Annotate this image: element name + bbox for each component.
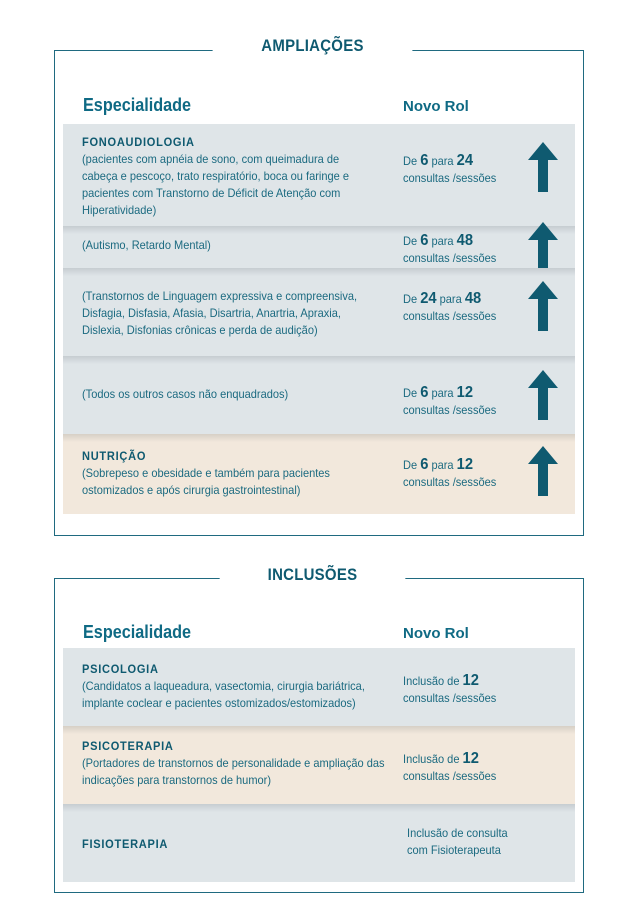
specialty-name: FISIOTERAPIA — [82, 837, 169, 851]
arrow-up-icon — [528, 142, 558, 192]
table-row — [63, 804, 575, 882]
specialty-description: (Transtornos de Linguagem expressiva e compreensiva, Disfagia, Disfasia, Afasia, Disartria, Anartria, Apraxia, Dislexia, Disfonias crônicas e perda de audição) — [82, 289, 358, 337]
table-row — [63, 356, 575, 434]
inclusoes-col-novo-rol: Novo Rol — [403, 625, 469, 642]
table-row — [63, 648, 575, 726]
novo-rol-value: Inclusão de consulta com Fisioterapeuta — [407, 826, 508, 857]
specialty-description: (Portadores de transtornos de personalidade e ampliação das indicações para transtornos de humor) — [82, 756, 385, 787]
table-row — [63, 124, 575, 226]
arrow-up-icon — [528, 446, 558, 496]
ampliacoes-col-novo-rol: Novo Rol — [403, 98, 469, 115]
specialty-description: (Sobrepeso e obesidade e também para pacientes ostomizados e após cirurgia gastrointestinal) — [82, 466, 330, 497]
table-row — [63, 726, 575, 804]
novo-rol-value: De 6 para 48 consultas /sessões — [403, 232, 497, 265]
novo-rol-value: De 6 para 12 consultas /sessões — [403, 456, 497, 489]
specialty-description: (Todos os outros casos não enquadrados) — [82, 387, 289, 401]
arrow-up-icon — [528, 281, 558, 331]
specialty-name: PSICOLOGIA — [82, 662, 159, 676]
table-row — [63, 268, 575, 356]
arrow-up-icon — [528, 222, 558, 272]
novo-rol-value: De 24 para 48 consultas /sessões — [403, 290, 497, 323]
inclusoes-col-especialidade: Especialidade — [83, 622, 192, 642]
specialty-description: (pacientes com apnéia de sono, com queimadura de cabeça e pescoço, trato respiratório, boca ou faringe e pacientes com Transtorno de Déficit de Atenção com Hiperatividade) — [82, 152, 349, 217]
specialty-name: FONOAUDIOLOGIA — [82, 135, 195, 149]
novo-rol-value: Inclusão de 12 consultas /sessões — [403, 750, 497, 783]
arrow-up-icon — [528, 370, 558, 420]
specialty-name: NUTRIÇÃO — [82, 449, 147, 463]
novo-rol-value: Inclusão de 12 consultas /sessões — [403, 672, 497, 705]
specialty-description: (Candidatos a laqueadura, vasectomia, cirurgia bariátrica, implante coclear e pacientes ostomizados/estomizados) — [82, 679, 365, 710]
table-row — [63, 226, 575, 268]
novo-rol-value: De 6 para 24 consultas /sessões — [403, 152, 497, 185]
specialty-name: PSICOTERAPIA — [82, 739, 174, 753]
novo-rol-value: De 6 para 12 consultas /sessões — [403, 384, 497, 417]
ampliacoes-col-especialidade: Especialidade — [83, 95, 192, 115]
ampliacoes-title: AMPLIAÇÕES — [38, 36, 588, 56]
inclusoes-title: INCLUSÕES — [38, 565, 588, 585]
specialty-description: (Autismo, Retardo Mental) — [82, 238, 211, 252]
table-row — [63, 434, 575, 514]
